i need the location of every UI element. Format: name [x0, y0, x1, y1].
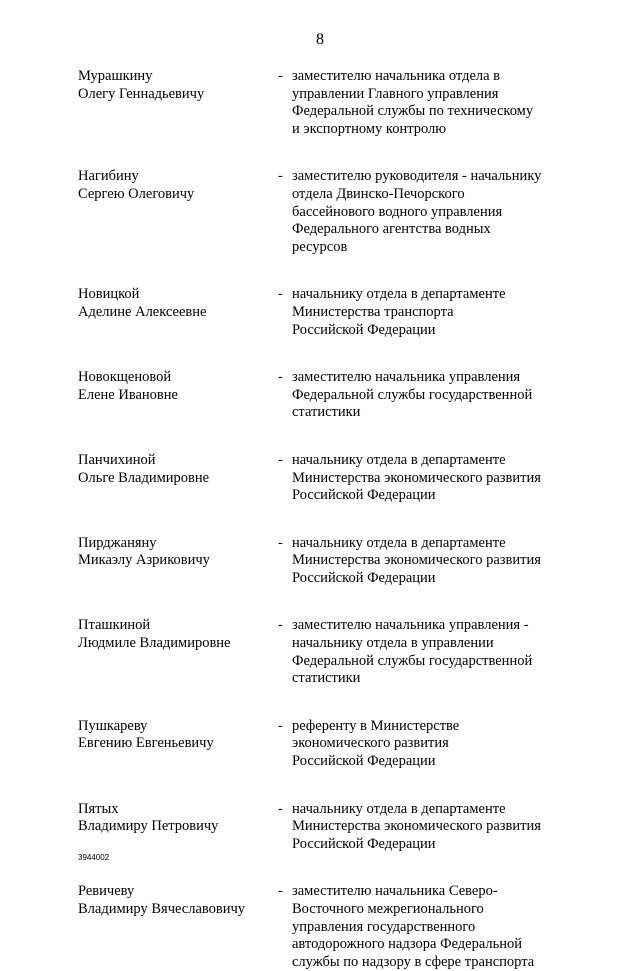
position-line: референту в Министерстве [292, 717, 460, 734]
given-names: Владимиру Вячеславовичу [78, 901, 246, 917]
position-line: Российской Федерации [292, 753, 436, 770]
position-title [292, 801, 562, 854]
list-item [78, 369, 578, 422]
list-item [78, 801, 578, 854]
position-line: управления государственного [292, 918, 476, 935]
dash-separator: - [278, 883, 283, 900]
position-title [292, 369, 562, 422]
given-names: Ольге Владимировне [78, 469, 210, 486]
position-line: Российской Федерации [292, 835, 436, 852]
position-line: заместителю руководителя - начальнику [292, 168, 542, 185]
position-line: ресурсов [292, 238, 348, 255]
person-name [78, 535, 278, 570]
surname: Панчихиной [78, 451, 156, 468]
position-line: Министерства экономического развития [292, 818, 541, 835]
person-name [78, 617, 278, 652]
position-line: Министерства экономического развития [292, 469, 541, 486]
dash-separator: - [278, 617, 283, 634]
position-line: заместителю начальника управления - [292, 617, 529, 634]
dash-separator: - [278, 717, 283, 734]
position-line: отдела Двинско-Печорского [292, 185, 465, 202]
document-code: 3944002 [78, 853, 110, 862]
given-names: Олегу Геннадьевичу [78, 85, 205, 102]
position-line: Российской Федерации [292, 487, 436, 504]
given-names: Евгению Евгеньевичу [78, 735, 214, 752]
position-line: Федерального агентства водных [292, 221, 491, 238]
page-number: 8 [316, 31, 324, 48]
position-line: и экспортному контролю [292, 120, 447, 137]
person-name [78, 286, 278, 321]
position-title [292, 286, 562, 339]
position-line: начальнику отдела в управлении [292, 635, 494, 652]
position-line: управлении Главного управления [292, 85, 499, 102]
position-line: заместителю начальника управления [292, 369, 521, 386]
position-line: статистики [292, 670, 361, 687]
position-line: экономического развития [292, 735, 449, 752]
person-name [78, 718, 278, 753]
person-name [78, 883, 278, 918]
given-names: Аделине Алексеевне [78, 303, 207, 320]
position-line: бассейнового водного управления [292, 203, 503, 220]
given-names: Людмиле Владимировне [78, 635, 231, 652]
position-title [292, 718, 562, 771]
position-title [292, 535, 562, 588]
person-name [78, 68, 278, 103]
position-line: начальнику отдела в департаменте [292, 534, 506, 551]
surname: Мурашкину [78, 68, 153, 84]
position-line: автодорожного надзора Федеральной [292, 936, 523, 953]
position-line: заместителю начальника отдела в [292, 68, 501, 84]
position-line: Федеральной службы государственной [292, 652, 533, 669]
position-line: начальнику отдела в департаменте [292, 800, 506, 817]
surname: Нагибину [78, 168, 139, 185]
list-item [78, 168, 578, 256]
position-line: Российской Федерации [292, 321, 436, 338]
given-names: Елене Ивановне [78, 386, 178, 403]
surname: Пятых [78, 800, 119, 817]
surname: Ревичеву [78, 883, 135, 900]
list-item [78, 286, 578, 339]
list-item [78, 452, 578, 505]
dash-separator: - [278, 286, 283, 303]
given-names: Микаэлу Азриковичу [78, 552, 210, 569]
position-line: начальнику отдела в департаменте [292, 451, 506, 468]
person-name [78, 452, 278, 487]
position-title [292, 452, 562, 505]
list-item [78, 718, 578, 771]
dash-separator: - [278, 369, 283, 386]
list-item [78, 883, 578, 971]
list-item [78, 68, 578, 138]
person-name [78, 168, 278, 203]
position-line: службы по надзору в сфере транспорта [292, 953, 535, 970]
surname: Новицкой [78, 286, 140, 303]
surname: Пташкиной [78, 617, 151, 634]
position-line: Министерства экономического развития [292, 552, 541, 569]
surname: Пушкареву [78, 717, 148, 734]
person-name [78, 369, 278, 404]
position-title [292, 68, 562, 138]
dash-separator: - [278, 68, 283, 84]
surname: Пирджаняну [78, 534, 157, 551]
given-names: Сергею Олеговичу [78, 185, 195, 202]
dash-separator: - [278, 534, 283, 551]
list-item [78, 535, 578, 588]
position-title [292, 617, 562, 687]
position-line: начальнику отдела в департаменте [292, 286, 506, 303]
list-item [78, 617, 578, 687]
position-title [292, 883, 562, 971]
person-name [78, 801, 278, 836]
position-line: Федеральной службы государственной [292, 386, 533, 403]
dash-separator: - [278, 451, 283, 468]
dash-separator: - [278, 800, 283, 817]
dash-separator: - [278, 168, 283, 185]
position-line: Министерства транспорта [292, 303, 454, 320]
position-line: заместителю начальника Северо- [292, 883, 498, 900]
appointment-list [78, 68, 578, 971]
surname: Новокщеновой [78, 369, 172, 386]
position-line: статистики [292, 404, 361, 421]
position-line: Российской Федерации [292, 569, 436, 586]
given-names: Владимиру Петровичу [78, 818, 219, 835]
position-title [292, 168, 562, 256]
position-line: Федеральной службы по техническому [292, 103, 534, 120]
position-line: Восточного межрегионального [292, 901, 484, 917]
